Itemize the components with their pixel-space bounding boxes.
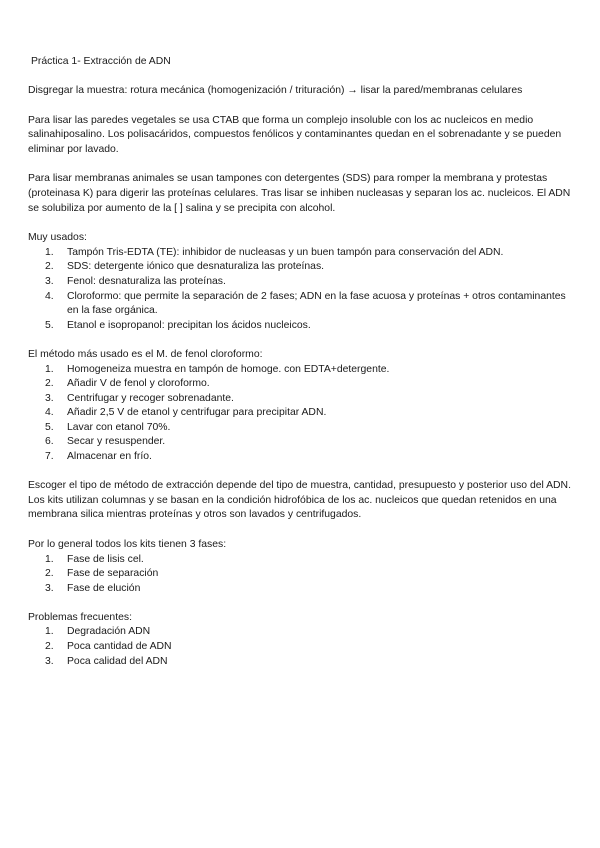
list-label-muy-usados: Muy usados: <box>28 232 87 244</box>
list-number: 2. <box>45 261 54 273</box>
list-problemas <box>28 625 576 669</box>
list-item <box>28 363 576 378</box>
list-item-text: Almacenar en frío. <box>67 451 152 463</box>
list-number: 2. <box>45 378 54 390</box>
list-item <box>28 553 576 568</box>
list-item <box>28 450 576 465</box>
list-number: 5. <box>45 319 54 331</box>
list-number: 6. <box>45 436 54 448</box>
list-item-text: Tampón Tris-EDTA (TE): inhibidor de nucleasas y un buen tampón para conservación del ADN. <box>67 246 504 258</box>
paragraph-animales: Para lisar membranas animales se usan tampones con detergentes (SDS) para romper la membrana y protestas (proteinasa K) para digerir las proteínas celulares. Tras lisar se inhiben nucleasas y separan los ac. nucleicos. El ADN se solubiliza por aumento de la [ ] salina y se precipita con alcohol. <box>28 173 571 214</box>
list-number: 5. <box>45 421 54 433</box>
list-item <box>28 640 576 655</box>
document-body <box>28 55 576 684</box>
paragraph-escoger: Escoger el tipo de método de extracción depende del tipo de muestra, cantidad, presupuesto y posterior uso del ADN. <box>28 480 571 492</box>
list-item-text: SDS: detergente iónico que desnaturaliza las proteínas. <box>67 261 325 273</box>
list-number: 3. <box>45 582 54 594</box>
list-item-text: Poca calidad del ADN <box>67 655 168 667</box>
list-item <box>28 246 576 261</box>
paragraph-vegetales: Para lisar las paredes vegetales se usa CTAB que forma un complejo insoluble con los ac nucleicos en medio salinahiposalino. Los polisacáridos, compuestos fenólicos y contaminantes quedan en el sobrenadante y se pueden eliminar por lavado. <box>28 114 562 155</box>
list-item <box>28 625 576 640</box>
list-item <box>28 260 576 275</box>
list-muy-usados <box>28 246 576 334</box>
list-item-text: Degradación ADN <box>67 626 151 638</box>
list-fases <box>28 553 576 597</box>
list-item <box>28 435 576 450</box>
list-number: 2. <box>45 568 54 580</box>
list-item-text: Fase de separación <box>67 568 159 580</box>
list-item <box>28 406 576 421</box>
list-item <box>28 655 576 670</box>
list-item-text: Poca cantidad de ADN <box>67 641 172 652</box>
list-item <box>28 290 576 319</box>
list-number: 1. <box>45 246 54 258</box>
list-item <box>28 377 576 392</box>
list-number: 7. <box>45 451 54 463</box>
list-item-text: Fase de lisis cel. <box>67 553 144 565</box>
list-label-fases: Por lo general todos los kits tienen 3 fases: <box>28 538 227 550</box>
list-number: 3. <box>45 655 54 667</box>
list-label-problemas: Problemas frecuentes: <box>28 611 132 623</box>
page-title: Práctica 1- Extracción de ADN <box>31 56 171 67</box>
list-metodo <box>28 363 576 465</box>
list-item <box>28 392 576 407</box>
list-item-text: Secar y resuspender. <box>67 436 166 448</box>
list-number: 4. <box>45 407 54 419</box>
list-item-text: Añadir V de fenol y cloroformo. <box>67 378 210 390</box>
list-label-metodo: El método más usado es el M. de fenol cloroformo: <box>28 348 263 360</box>
list-number: 3. <box>45 276 54 288</box>
list-number: 3. <box>45 392 54 404</box>
list-item-text: Centrifugar y recoger sobrenadante. <box>67 392 234 404</box>
list-item-text: Homogeneiza muestra en tampón de homoge. con EDTA+detergente. <box>67 363 390 375</box>
list-item-text: Fase de elución <box>67 582 141 594</box>
list-item <box>28 319 576 334</box>
list-item <box>28 275 576 290</box>
list-number: 1. <box>45 553 54 565</box>
paragraph-kits: Los kits utilizan columnas y se basan en la condición hidrofóbica de los ac. nucleicos que quedan retenidos en una membrana silica mientras proteínas y otros son lavados y centrifugados. <box>28 494 557 521</box>
list-item <box>28 582 576 597</box>
list-number: 1. <box>45 363 54 375</box>
list-item-text: Cloroformo: que permite la separación de 2 fases; ADN en la fase acuosa y proteínas + otros contaminantes en la fase orgánica. <box>67 290 566 317</box>
list-item <box>28 421 576 436</box>
paragraph-disgregar: Disgregar la muestra: rotura mecánica (homogenización / trituración) → lisar la pared/membranas celulares <box>28 85 523 97</box>
list-item <box>28 567 576 582</box>
list-number: 4. <box>45 290 54 302</box>
list-item-text: Fenol: desnaturaliza las proteínas. <box>67 276 226 288</box>
list-number: 1. <box>45 626 54 638</box>
list-item-text: Lavar con etanol 70%. <box>67 421 171 433</box>
list-item-text: Etanol e isopropanol: precipitan los ácidos nucleicos. <box>67 319 311 331</box>
list-item-text: Añadir 2,5 V de etanol y centrifugar para precipitar ADN. <box>67 407 327 419</box>
list-number: 2. <box>45 641 54 652</box>
